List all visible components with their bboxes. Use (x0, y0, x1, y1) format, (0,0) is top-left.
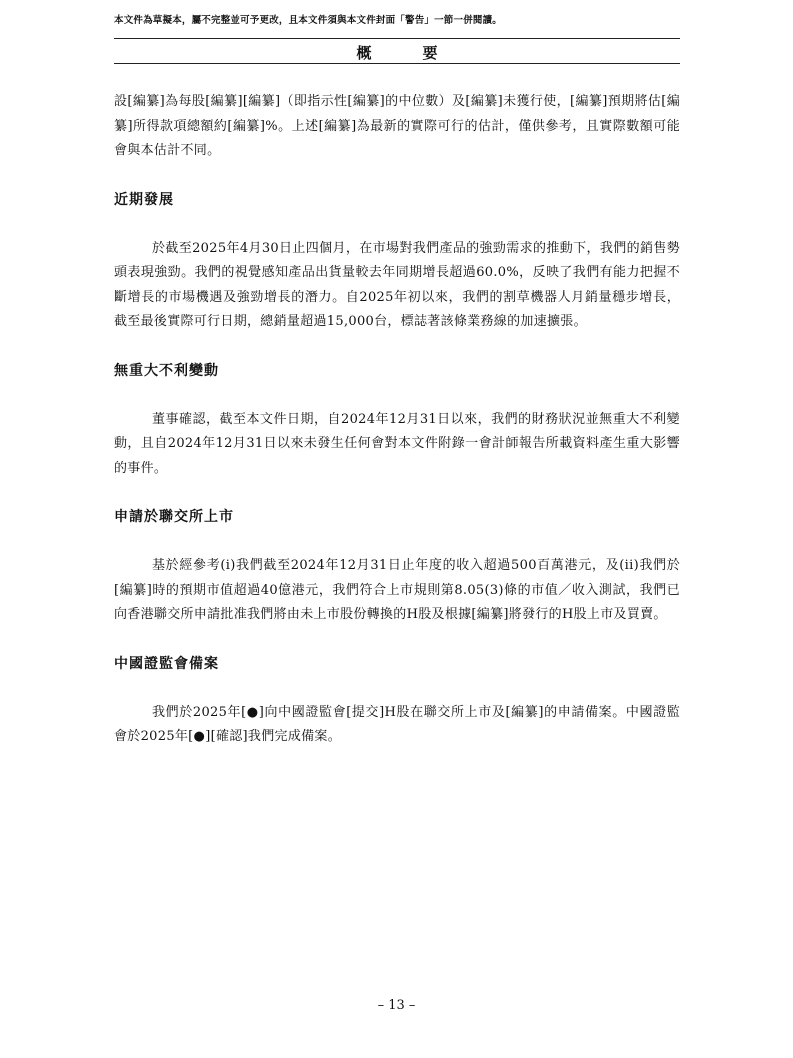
header-rule-bottom (114, 63, 680, 64)
paragraph-listing-application: 基於經參考(i)我們截至2024年12月31日止年度的收入超過500百萬港元，及(ii)我們於[編纂]時的預期市值超過40億港元，我們符合上市規則第8.05(3)條的市值／收入測試，我們已向香港聯交所申請批准我們將由未上市股份轉換的H股及根據[編纂]將發行的H股上市及買賣。 (114, 558, 680, 622)
document-body (114, 90, 680, 750)
heading-recent-developments: 近期發展 (114, 191, 174, 208)
paragraph-no-material-adverse-change: 董事確認，截至本文件日期，自2024年12月31日以來，我們的財務狀況並無重大不利變動，且自2024年12月31日以來未發生任何會對本文件附錄一會計師報告所載資料產生重大影響的事件。 (114, 411, 680, 476)
intro-paragraph: 設[編纂]為每股[編纂][編纂]（即指示性[編纂]的中位數）及[編纂]未獲行使，[編纂]預期將估[編纂]所得款項總額約[編纂]%。上述[編纂]為最新的實際可行的估計，僅供參考，且實際數額可能會與本估計不同。 (114, 94, 680, 158)
paragraph-csrc-filing: 我們於2025年[●]向中國證監會[提交]H股在聯交所上市及[編纂]的申請備案。中國證監會於2025年[●][確認]我們完成備案。 (114, 704, 680, 744)
header-rule-top (114, 38, 680, 39)
heading-no-material-adverse-change: 無重大不利變動 (114, 362, 219, 379)
section-title: 概 要 (356, 44, 456, 62)
heading-csrc-filing: 中國證監會備案 (114, 655, 219, 672)
draft-disclaimer: 本文件為草擬本，屬不完整並可予更改，且本文件須與本文件封面「警告」一節一併閱讀。 (114, 15, 503, 26)
heading-listing-application: 申請於聯交所上市 (114, 509, 234, 525)
page-number: – 13 – (377, 998, 416, 1013)
paragraph-recent-developments: 於截至2025年4月30日止四個月，在市場對我們產品的強勁需求的推動下，我們的銷售勢頭表現強勁。我們的視覺感知產品出貨量較去年同期增長超過60.0%，反映了我們有能力把握不斷增長的市場機遇及強勁增長的潛力。自2025年初以來，我們的割草機器人月銷量穩步增長，截至最後實際可行日期，總銷量超過15,000台，標誌著該條業務線的加速擴張。 (114, 240, 680, 329)
